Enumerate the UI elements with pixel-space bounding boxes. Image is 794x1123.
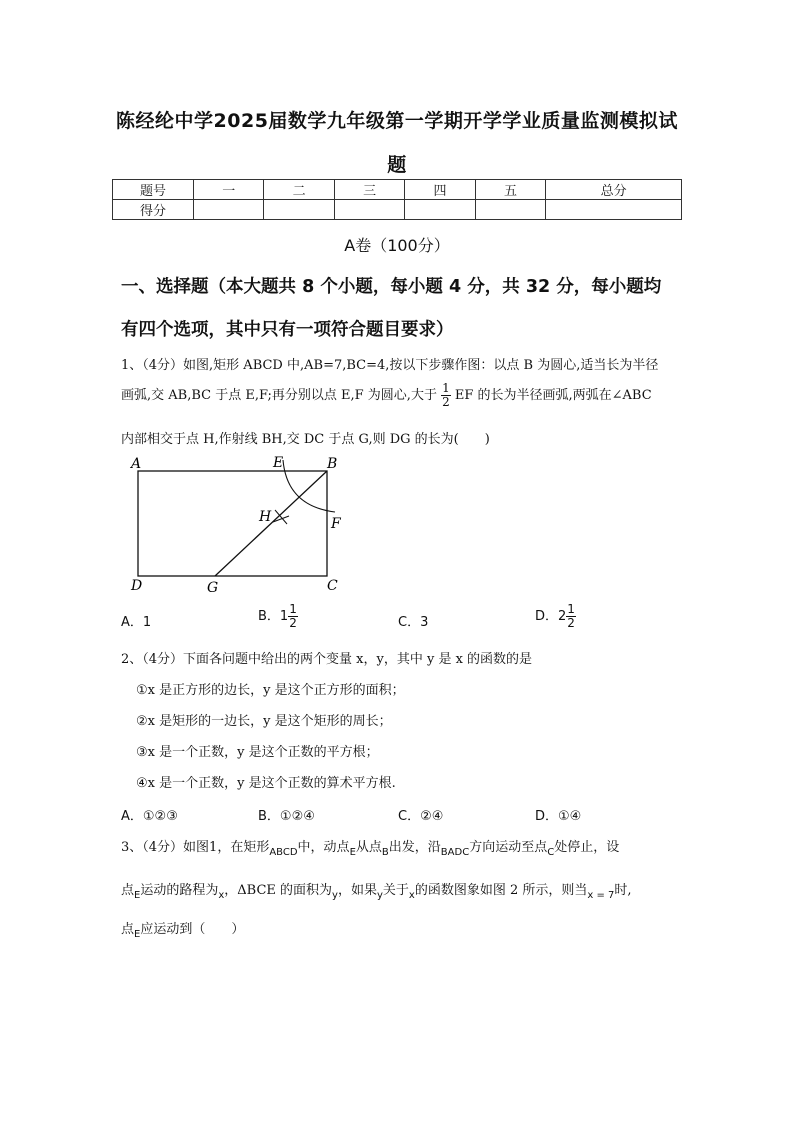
fraction-numerator: 1 (442, 381, 450, 395)
q1-text-line3: 内部相交于点 H,作射线 BH,交 DC 于点 G,则 DG 的长为( ) (121, 432, 490, 447)
q3-text-line3 (121, 918, 244, 940)
fraction-numerator: 1 (289, 602, 297, 616)
q1-text: 画弧,交 AB,BC 于点 E,F;再分别以点 E,F 为圆心,大于 (121, 388, 437, 403)
q2-item: ④x 是一个正数，y 是这个正数的算术平方根. (136, 776, 396, 791)
label-e: E (273, 455, 284, 471)
math-variable: x (408, 890, 415, 901)
q3-text: 的函数图象如图 2 所示，则当 (414, 883, 588, 898)
score-table-score-row (113, 200, 682, 220)
q3-text: 点 (121, 922, 135, 937)
math-variable: y (376, 890, 383, 901)
q2-item: ②x 是矩形的一边长，y 是这个矩形的周长； (136, 714, 392, 729)
score-input-cell[interactable] (405, 200, 475, 220)
math-condition: x = 7 (587, 890, 615, 901)
part-heading: 一、选择题（本大题共 8 个小题，每小题 4 分，共 32 分，每小题均 (121, 277, 662, 297)
score-cell: 二 (264, 180, 334, 200)
q2-stem: 2、（4分）下面各问题中给出的两个变量 x，y，其中 y 是 x 的函数的是 (121, 652, 533, 667)
fraction-denominator: 2 (442, 395, 450, 409)
q3-text: 处停止，设 (554, 840, 620, 855)
q1-figure (125, 452, 355, 597)
label-c: C (327, 578, 338, 594)
score-cell: 三 (334, 180, 404, 200)
label-f: F (331, 516, 341, 532)
option-text: B．1 (258, 609, 289, 624)
q3-text: ，如果 (337, 883, 377, 898)
q1-text-line1: 1、（4分）如图,矩形 ABCD 中,AB=7,BC=4,按以下步骤作图：以点 B 为圆心,适当长为半径 (121, 358, 659, 373)
q1-text: EF 的长为半径画弧,两弧在∠ABC (454, 388, 652, 403)
q2-option-c[interactable]: C．②④ (398, 809, 444, 824)
math-variable: x (218, 890, 225, 901)
score-cell: 总分 (546, 180, 682, 200)
math-variable: E (349, 847, 356, 858)
score-cell: 五 (475, 180, 545, 200)
score-cell: 得分 (113, 200, 194, 220)
q2-option-a[interactable]: A．①②③ (121, 809, 178, 824)
fraction-numerator: 1 (567, 602, 575, 616)
option-text: D．2 (535, 609, 567, 624)
score-cell: 一 (194, 180, 264, 200)
q3-text: 中，动点 (297, 840, 350, 855)
math-variable: C (547, 847, 555, 858)
q3-text: 出发，沿 (388, 840, 441, 855)
score-input-cell[interactable] (546, 200, 682, 220)
q1-option-b[interactable] (258, 603, 298, 630)
q1-text-line2 (121, 382, 652, 409)
q1-option-d[interactable] (535, 603, 576, 630)
q3-text-line2 (121, 879, 632, 901)
q1-option-a[interactable]: A．1 (121, 615, 152, 630)
fraction (566, 603, 576, 630)
q3-text: 点 (121, 883, 135, 898)
score-input-cell[interactable] (334, 200, 404, 220)
q3-text: 应运动到（ ） (140, 922, 245, 937)
q2-item: ③x 是一个正数，y 是这个正数的平方根； (136, 745, 379, 760)
q3-text: 方向运动至点 (469, 840, 548, 855)
math-variable: y (332, 890, 338, 901)
q2-option-d[interactable]: D．①④ (535, 809, 582, 824)
math-variable: E (134, 929, 141, 940)
section-heading: A卷（100分） (344, 236, 450, 255)
math-variable: ABCD (269, 847, 298, 858)
q3-text: 时, (614, 883, 632, 898)
q3-text-line1 (121, 836, 619, 858)
math-variable: E (134, 890, 141, 901)
fraction-denominator: 2 (567, 616, 575, 630)
q3-text: 从点 (355, 840, 382, 855)
label-h: H (259, 509, 272, 525)
label-d: D (131, 578, 143, 594)
label-b: B (327, 456, 338, 472)
q3-text: 3、（4分）如图1，在矩形 (121, 840, 270, 855)
fraction-denominator: 2 (289, 616, 297, 630)
q3-text: ，ΔBCE 的面积为 (224, 883, 333, 898)
label-a: A (131, 456, 142, 472)
label-g: G (207, 580, 219, 596)
fraction (288, 603, 298, 630)
fraction (441, 382, 451, 409)
math-variable: BADC (440, 847, 470, 858)
q2-option-b[interactable]: B．①②④ (258, 809, 315, 824)
q1-option-c[interactable]: C．3 (398, 615, 429, 630)
page-title-continued: 题 (387, 154, 407, 176)
q3-text: 关于 (382, 883, 409, 898)
score-input-cell[interactable] (264, 200, 334, 220)
q2-item: ①x 是正方形的边长，y 是这个正方形的面积； (136, 683, 405, 698)
math-variable: B (381, 847, 389, 858)
score-table (112, 179, 682, 220)
q3-text: 运动的路程为 (140, 883, 219, 898)
score-table-header-row (113, 180, 682, 200)
score-input-cell[interactable] (475, 200, 545, 220)
page-title: 陈经纶中学2025届数学九年级第一学期开学学业质量监测模拟试 (116, 110, 678, 132)
score-input-cell[interactable] (194, 200, 264, 220)
score-cell: 题号 (113, 180, 194, 200)
score-cell: 四 (405, 180, 475, 200)
part-heading-continued: 有四个选项，其中只有一项符合题目要求） (121, 320, 454, 340)
